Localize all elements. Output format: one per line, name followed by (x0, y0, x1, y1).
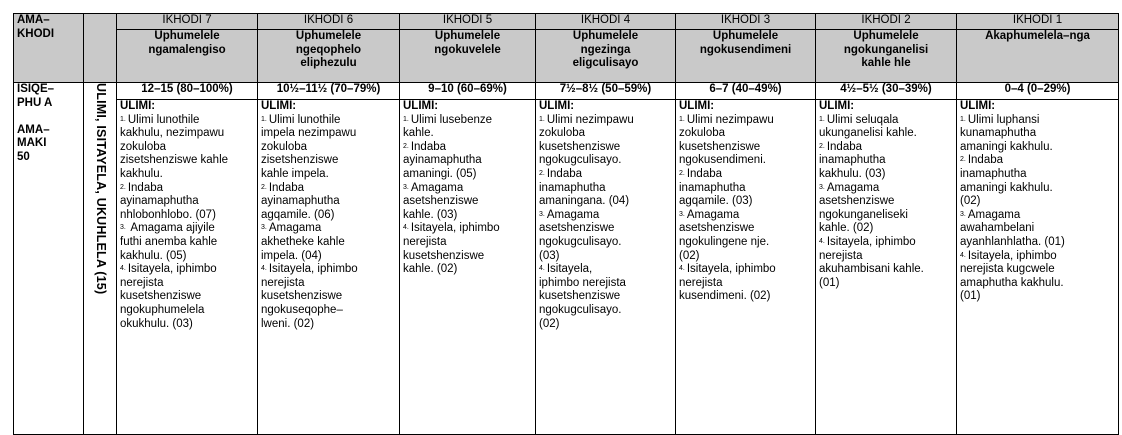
descriptor-item (679, 263, 812, 304)
descriptor-item (819, 141, 953, 182)
item-number: 2. (539, 169, 545, 177)
item-number: 3. (819, 183, 825, 191)
descriptor-item (120, 182, 254, 223)
level-description-2 (816, 30, 957, 83)
descriptor-item (120, 114, 254, 182)
blank-header-cell (84, 14, 117, 83)
item-text: Indaba inamaphutha amaningana. (04) (539, 167, 630, 208)
item-text: Isitayela, iphimbo nerejista kugcwele amaphutha kakhulu. (01) (960, 249, 1064, 303)
item-number: 2. (819, 142, 825, 150)
item-text: Indaba inamaphutha agqamile. (03) (679, 167, 753, 208)
item-text: Indaba inamaphutha amaningi kakhulu. (02) (960, 154, 1053, 208)
descriptor-item (679, 114, 812, 168)
descriptor-heading: ULIMI: (403, 100, 439, 112)
level-description-7 (117, 30, 258, 83)
item-number: 4. (539, 265, 545, 273)
descriptor-heading: ULIMI: (960, 100, 996, 112)
level-description-text: Uphumelele ngamalengiso (148, 30, 226, 56)
descriptor-cell-level-1 (957, 100, 1119, 435)
item-number: 2. (120, 183, 126, 191)
marks-range-4: 7½–8½ (50–59%) (536, 83, 676, 100)
section-marks: AMA– MAKI 50 (17, 123, 50, 163)
item-number: 4. (960, 251, 966, 259)
marks-range-6: 10½–11½ (70–79%) (258, 83, 400, 100)
item-number: 1. (679, 115, 685, 123)
marks-range-5: 9–10 (60–69%) (400, 83, 536, 100)
level-description-text: Uphumelele ngokunganelisi kahle hle (843, 30, 929, 70)
descriptor-heading: ULIMI: (819, 100, 855, 112)
item-text: Isitayela, iphimbo nerejista kusetshenziswe ngokuphumelela okukhulu. (03) (120, 263, 217, 330)
item-number: 1. (539, 115, 545, 123)
marks-range-7: 12–15 (80–100%) (117, 83, 258, 100)
level-code-4: IKHODI 4 (536, 14, 676, 30)
descriptor-item (539, 114, 672, 168)
item-number: 4. (120, 265, 126, 273)
descriptor-item (679, 168, 812, 209)
section-label-cell (14, 83, 84, 435)
rubric-table (13, 13, 1119, 435)
item-number: 3. (539, 210, 545, 218)
item-number: 3. (679, 210, 685, 218)
descriptor-item (403, 222, 532, 276)
descriptor-item (960, 209, 1115, 250)
marks-range-3: 6–7 (40–49%) (676, 83, 816, 100)
level-code-6: IKHODI 6 (258, 14, 400, 30)
item-text: Isitayela, iphimbo nerejista kusetshenziswe ngokuseqophe– lweni. (02) (261, 263, 358, 330)
item-number: 4. (819, 237, 825, 245)
descriptor-item (120, 263, 254, 331)
item-number: 1. (403, 115, 409, 123)
item-number: 2. (960, 156, 966, 164)
item-number: 2. (679, 169, 685, 177)
descriptor-item (960, 250, 1115, 304)
item-text: Ulimi nezimpawu zokuloba kusetshenziswe ngokusendimeni. (679, 113, 774, 167)
level-description-5 (400, 30, 536, 83)
descriptor-item (819, 182, 953, 236)
level-description-text: Akaphumelela–nga (985, 30, 1090, 42)
item-number: 3. (960, 210, 966, 218)
level-description-text: Uphumelele ngokusendimeni (699, 30, 792, 56)
item-text: Amagama asetshenziswe ngokugculisayo. (03) (539, 208, 622, 262)
criterion-label: ULIMI, ISITAYELA, UKUHLELA (15) (93, 83, 108, 295)
descriptor-item (403, 141, 532, 182)
descriptor-item (120, 222, 254, 263)
marks-range-2: 4½–5½ (30–39%) (816, 83, 957, 100)
level-code-7: IKHODI 7 (117, 14, 258, 30)
section-name: ISIQE– PHU A (17, 83, 55, 109)
level-code-3: IKHODI 3 (676, 14, 816, 30)
descriptor-heading: ULIMI: (539, 100, 575, 112)
descriptor-heading: ULIMI: (261, 100, 297, 112)
level-description-4 (536, 30, 676, 83)
item-text: Ulimi lunothile impela nezimpawu zokuloba zisetshenziswe kahle impela. (261, 113, 357, 180)
item-number: 1. (261, 115, 267, 123)
item-number: 3. (403, 183, 409, 191)
descriptor-item (261, 182, 396, 223)
item-text: Ulimi lusebenze kahle. (403, 113, 493, 140)
item-text: Indaba ayinamaphutha agqamile. (06) (261, 181, 340, 221)
item-number: 3. (261, 224, 267, 232)
descriptor-item (539, 209, 672, 263)
descriptor-item (960, 114, 1115, 155)
criterion-cell (84, 83, 117, 435)
item-text: Amagama asetshenziswe kahle. (03) (403, 181, 479, 221)
item-text: Amagama awahambelani ayanhlanhlatha. (01) (960, 208, 1065, 248)
descriptor-item (539, 168, 672, 209)
item-text: Ulimi seluqala ukunganelisi kahle. (819, 113, 917, 140)
descriptor-cell-level-4 (536, 100, 676, 435)
item-text: Amagama ajiyile futhi anemba kahle kakhulu. (05) (120, 222, 218, 262)
item-number: 1. (960, 115, 966, 123)
level-description-1 (957, 30, 1119, 83)
item-text: Isitayela, iphimbo nerejista kusetshenziswe ngokugculisayo. (02) (539, 263, 626, 330)
item-number: 1. (120, 115, 126, 123)
descriptor-heading: ULIMI: (120, 100, 156, 112)
descriptor-item (261, 263, 396, 331)
descriptor-cell-level-6 (258, 100, 400, 435)
level-code-1: IKHODI 1 (957, 14, 1119, 30)
item-number: 3. (120, 224, 126, 232)
item-text: Isitayela, iphimbo nerejista akuhambisani kahle. (01) (819, 235, 924, 289)
level-description-text: Uphumelele ngeqophelo eliphezulu (295, 30, 362, 70)
descriptor-item (403, 114, 532, 141)
descriptor-item (261, 114, 396, 182)
descriptor-cell-level-5 (400, 100, 536, 435)
item-text: Amagama asetshenziswe ngokunganeliseki kahle. (02) (819, 181, 908, 235)
level-description-3 (676, 30, 816, 83)
item-number: 2. (403, 142, 409, 150)
item-text: Indaba ayinamaphutha nhlobonhlobo. (07) (120, 181, 216, 221)
descriptor-heading: ULIMI: (679, 100, 715, 112)
level-code-5: IKHODI 5 (400, 14, 536, 30)
item-text: Ulimi lunothile kakhulu, nezimpawu zokuloba zisetshenziswe kahle kakhulu. (120, 113, 229, 180)
level-description-text: Uphumelele ngezinga eligculisayo (572, 30, 639, 70)
item-text: Indaba ayinamaphutha amaningi. (05) (403, 140, 482, 180)
descriptor-cell-level-7 (117, 100, 258, 435)
level-description-6 (258, 30, 400, 83)
item-text: Indaba inamaphutha kakhulu. (03) (819, 140, 886, 180)
item-text: Isitayela, iphimbo nerejista kusendimeni. (02) (679, 263, 776, 303)
item-number: 4. (679, 265, 685, 273)
descriptor-item (679, 209, 812, 263)
item-text: Ulimi nezimpawu zokuloba kusetshenziswe ngokugculisayo. (539, 113, 634, 167)
descriptor-item (960, 154, 1115, 208)
item-text: Isitayela, iphimbo nerejista kusetshenziswe kahle. (02) (403, 222, 500, 276)
item-text: Amagama akhetheke kahle impela. (04) (261, 222, 345, 262)
descriptor-item (403, 182, 532, 223)
codes-header-label: AMA– KHODI (17, 14, 55, 40)
codes-header-cell (14, 14, 84, 83)
item-number: 4. (403, 224, 409, 232)
item-text: Amagama asetshenziswe ngokulingene nje. (02) (679, 208, 770, 262)
descriptor-item (539, 263, 672, 331)
descriptor-cell-level-3 (676, 100, 816, 435)
descriptor-item (819, 114, 953, 141)
level-description-text: Uphumelele ngokuvelele (434, 30, 501, 56)
item-number: 1. (819, 115, 825, 123)
marks-range-1: 0–4 (0–29%) (957, 83, 1119, 100)
descriptor-cell-level-2 (816, 100, 957, 435)
item-number: 4. (261, 265, 267, 273)
descriptor-item (819, 236, 953, 290)
item-text: Ulimi luphansi kunamaphutha amaningi kakhulu. (960, 113, 1053, 153)
item-number: 2. (261, 183, 267, 191)
level-code-2: IKHODI 2 (816, 14, 957, 30)
descriptor-item (261, 222, 396, 263)
